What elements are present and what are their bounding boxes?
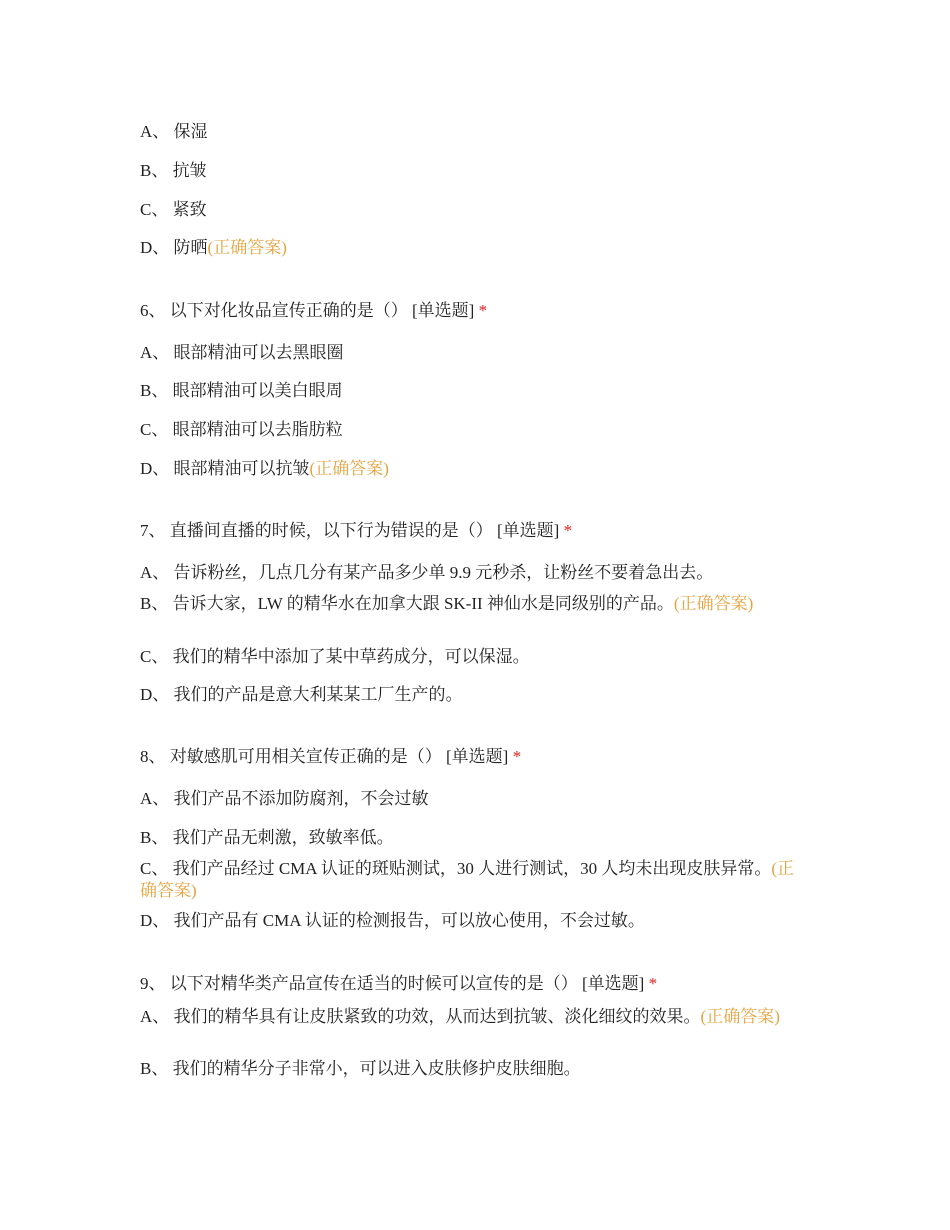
q8-title: 8、 对敏感肌可用相关宣传正确的是（） [单选题] * xyxy=(140,747,522,766)
q6-option-c: C、 眼部精油可以去脂肪粒 xyxy=(140,420,343,439)
required-mark: * xyxy=(648,974,658,993)
q6-option-a: A、 眼部精油可以去黑眼圈 xyxy=(140,343,344,362)
required-mark: * xyxy=(563,521,573,540)
q8-option-d: D、 我们产品有 CMA 认证的检测报告，可以放心使用，不会过敏。 xyxy=(140,911,645,930)
q5-option-d: D、 防晒(正确答案) xyxy=(140,238,287,257)
q6-option-b: B、 眼部精油可以美白眼周 xyxy=(140,381,343,400)
q5-option-a: A、 保湿 xyxy=(140,122,208,141)
correct-answer-tag: (正确答案) xyxy=(309,459,389,478)
required-mark: * xyxy=(478,301,488,320)
correct-answer-tag: (正确答案) xyxy=(140,859,795,900)
q8-option-b: B、 我们产品无刺激，致敏率低。 xyxy=(140,828,394,847)
q7-option-b: B、 告诉大家，LW 的精华水在加拿大跟 SK-II 神仙水是同级别的产品。(正确答案) xyxy=(140,594,754,613)
q7-title: 7、 直播间直播的时候，以下行为错误的是（） [单选题] * xyxy=(140,521,573,540)
q7-option-c: C、 我们的精华中添加了某中草药成分，可以保湿。 xyxy=(140,647,530,666)
q9-title: 9、 以下对精华类产品宣传在适当的时候可以宣传的是（） [单选题] * xyxy=(140,974,658,993)
q5-option-b: B、 抗皱 xyxy=(140,161,207,180)
required-mark: * xyxy=(512,747,522,766)
q9-option-a: A、 我们的精华具有让皮肤紧致的功效，从而达到抗皱、淡化细纹的效果。(正确答案) xyxy=(140,1007,780,1026)
correct-answer-tag: (正确答案) xyxy=(700,1007,780,1026)
q6-title: 6、 以下对化妆品宣传正确的是（） [单选题] * xyxy=(140,301,488,320)
q7-option-d: D、 我们的产品是意大利某某工厂生产的。 xyxy=(140,685,463,704)
correct-answer-tag: (正确答案) xyxy=(673,594,754,613)
q9-option-b: B、 我们的精华分子非常小，可以进入皮肤修护皮肤细胞。 xyxy=(140,1059,581,1078)
q5-option-c: C、 紧致 xyxy=(140,200,207,219)
q8-option-c: C、 我们产品经过 CMA 认证的斑贴测试，30 人进行测试，30 人均未出现皮肤异常。(正确答案) xyxy=(140,859,795,900)
correct-answer-tag: (正确答案) xyxy=(207,238,287,257)
q8-option-a: A、 我们产品不添加防腐剂，不会过敏 xyxy=(140,789,429,808)
q6-option-d: D、 眼部精油可以抗皱(正确答案) xyxy=(140,459,389,478)
q7-option-a: A、 告诉粉丝，几点几分有某产品多少单 9.9 元秒杀，让粉丝不要着急出去。 xyxy=(140,563,714,582)
